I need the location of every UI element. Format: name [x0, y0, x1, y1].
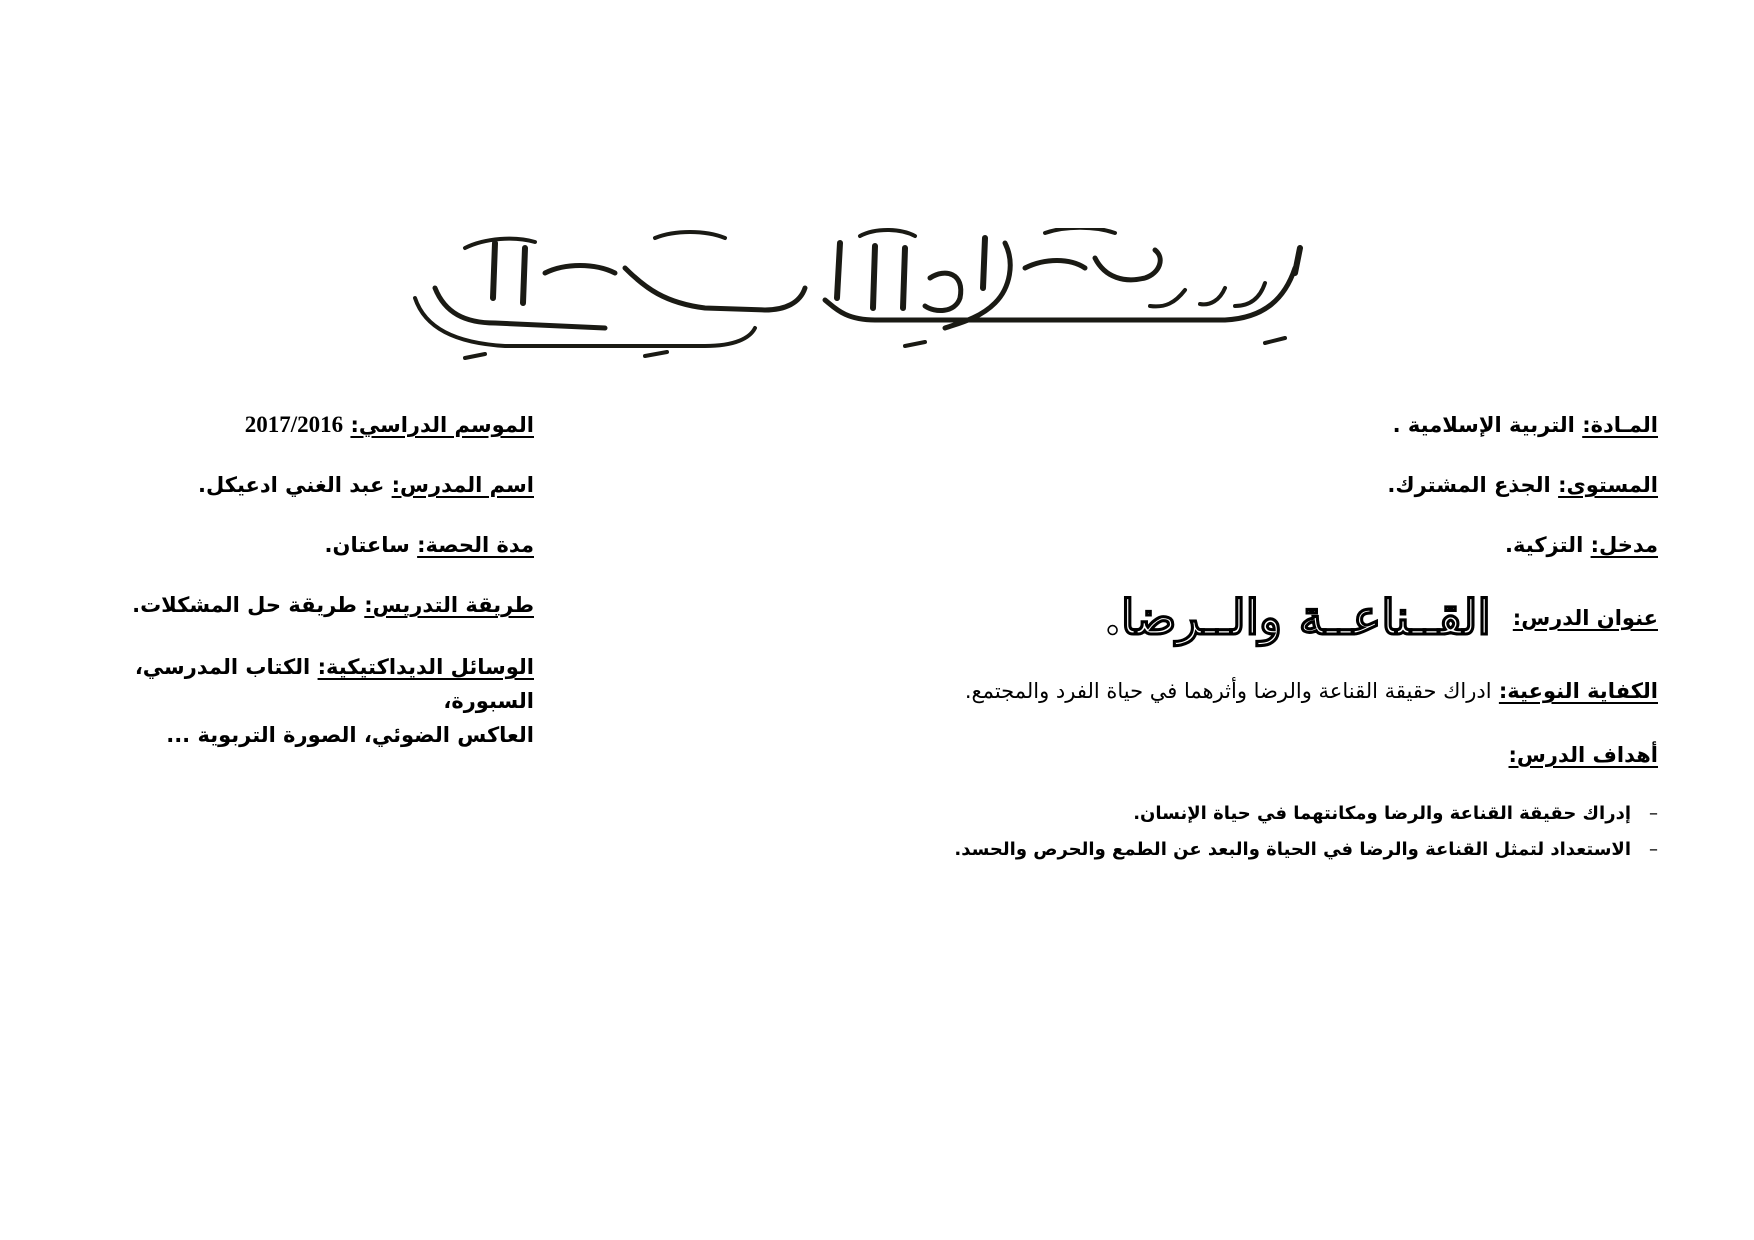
- season-row: [245, 410, 534, 440]
- tools-value-2: العاكس الضوئي، الصورة التربوية ...: [166, 723, 534, 747]
- subject-value: التربية الإسلامية .: [1392, 413, 1575, 437]
- tools-label: الوسائل الديداكتيكية:: [317, 655, 534, 679]
- teacher-label: اسم المدرس:: [391, 473, 534, 497]
- tools-line-2: [64, 718, 534, 752]
- level-label: المستوى:: [1558, 473, 1658, 497]
- goals-label: أهداف الدرس:: [1508, 743, 1658, 767]
- level-row: [1387, 470, 1658, 500]
- season-value: 2017/2016: [244, 412, 344, 437]
- level-value: الجذع المشترك.: [1387, 473, 1551, 497]
- basmala-image: [405, 228, 1310, 368]
- competency-row: [965, 676, 1658, 706]
- goal-bullet: –: [1649, 839, 1658, 860]
- tools-value-1: الكتاب المدرسي، السبورة،: [134, 655, 534, 713]
- entry-label: مدخل:: [1590, 533, 1658, 557]
- list-item: [954, 796, 1658, 832]
- method-label: طريقة التدريس:: [364, 593, 534, 617]
- lesson-title: القــناعــة والــرضا.: [1104, 590, 1491, 646]
- duration-value: ساعتان.: [324, 533, 410, 557]
- tools-row: [64, 650, 534, 752]
- duration-label: مدة الحصة:: [417, 533, 534, 557]
- method-row: [132, 590, 534, 620]
- lesson-title-row: [1104, 590, 1658, 646]
- basmala-calligraphy: [405, 228, 1310, 368]
- subject-row: [1393, 410, 1658, 440]
- goals-list: [954, 796, 1658, 868]
- goal-bullet: –: [1649, 803, 1658, 824]
- subject-label: المـادة:: [1582, 413, 1658, 437]
- duration-row: [325, 530, 534, 560]
- entry-row: [1505, 530, 1658, 560]
- season-label: الموسم الدراسي:: [350, 413, 534, 437]
- competency-label: الكفاية النوعية:: [1498, 679, 1658, 703]
- list-item: [954, 832, 1658, 868]
- method-value: طريقة حل المشكلات.: [132, 593, 357, 617]
- teacher-row: [198, 470, 534, 500]
- tools-line-1: [64, 650, 534, 718]
- goal-text: إدراك حقيقة القناعة والرضا ومكانتهما في حياة الإنسان.: [1133, 803, 1631, 824]
- goals-heading-row: [1509, 740, 1658, 770]
- goal-text: الاستعداد لتمثل القناعة والرضا في الحياة والبعد عن الطمع والحرص والحسد.: [954, 839, 1631, 860]
- entry-value: التزكية.: [1505, 533, 1584, 557]
- competency-value: ادراك حقيقة القناعة والرضا وأثرهما في حياة الفرد والمجتمع.: [964, 679, 1492, 703]
- lesson-title-label: عنوان الدرس:: [1512, 606, 1658, 630]
- teacher-value: عبد الغني ادعيكل.: [198, 473, 385, 497]
